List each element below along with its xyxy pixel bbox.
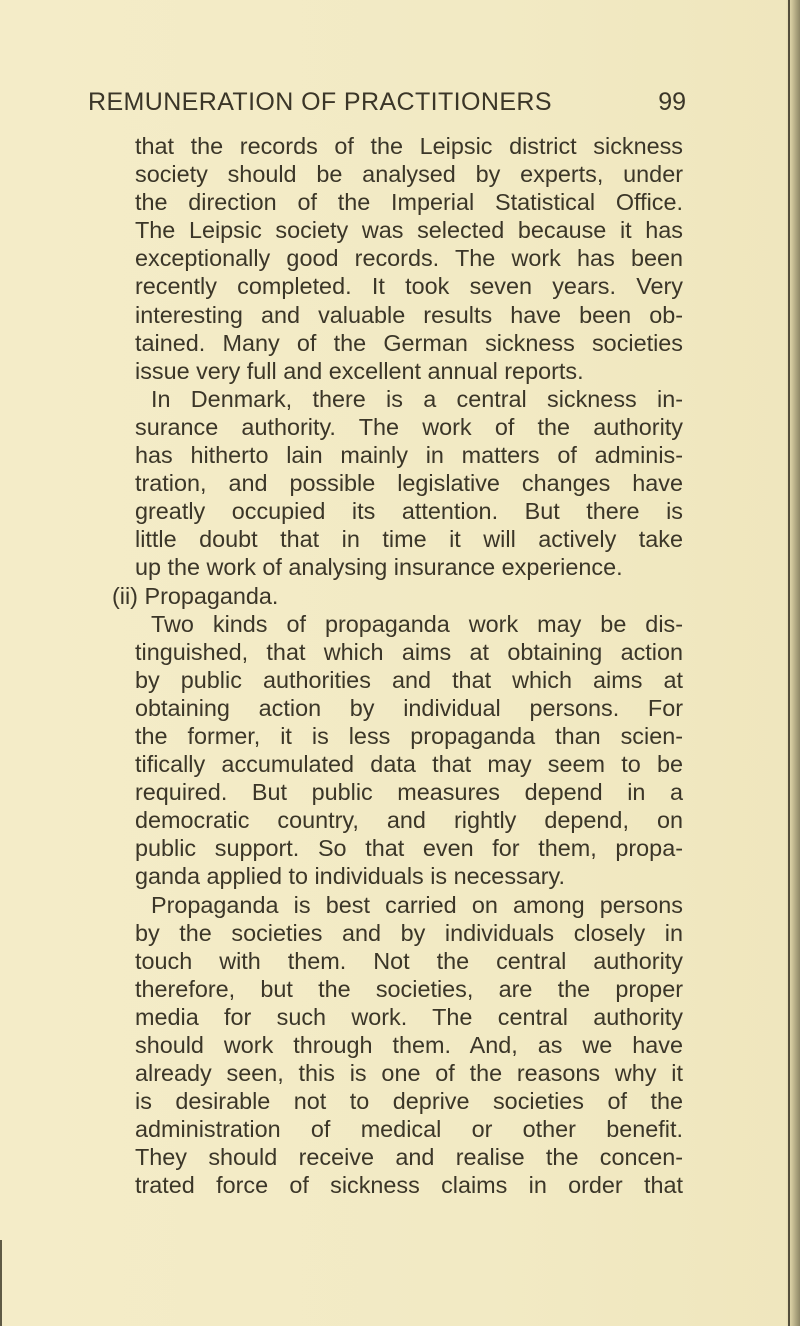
text-line: interesting and valuable results have been ob- [135,301,683,328]
page-edge-line [788,0,790,1326]
text-line: has hitherto lain mainly in matters of adminis- [135,442,683,469]
text-line: Propaganda is best carried on among persons [151,891,683,918]
text-line: therefore, but the societies, are the proper [135,975,683,1002]
running-title: REMUNERATION OF PRACTITIONERS [88,88,552,116]
text-line: tifically accumulated data that may seem to be [135,751,683,778]
text-line: is desirable not to deprive societies of the [135,1088,683,1115]
section-heading: (ii) Propaganda. [112,582,279,609]
text-line: the former, it is less propaganda than scien- [135,722,683,749]
text-line: by the societies and by individuals closely in [135,919,683,946]
text-line: should work through them. And, as we have [135,1032,683,1058]
text-line: issue very full and excellent annual reports. [135,357,584,384]
page-number: 99 [658,88,686,116]
text-line: recently completed. It took seven years. Very [135,273,683,300]
text-line: In Denmark, there is a central sickness in- [151,385,683,412]
text-line: by public authorities and that which aims at [135,666,683,693]
text-line: tained. Many of the German sickness societies [135,329,683,356]
text-line: democratic country, and rightly depend, on [135,807,683,834]
text-line: the direction of the Imperial Statistical Office. [135,189,683,216]
gutter-mark [0,1240,2,1326]
text-line: media for such work. The central authority [135,1003,683,1030]
text-line: public support. So that even for them, propa- [135,835,683,862]
text-line: required. But public measures depend in a [135,779,683,806]
text-line: administration of medical or other benefit. [135,1116,683,1143]
text-line: obtaining action by individual persons. For [135,694,683,721]
text-line: trated force of sickness claims in order that [135,1172,683,1199]
text-line: that the records of the Leipsic district sickness [135,133,683,159]
text-line: surance authority. The work of the authority [135,413,683,440]
text-line: exceptionally good records. The work has been [135,245,683,272]
text-line: tration, and possible legislative changes have [135,470,683,497]
text-line: The Leipsic society was selected because it has [135,217,683,244]
text-line: Two kinds of propaganda work may be dis- [151,610,683,637]
body-text [112,132,683,1200]
text-line: little doubt that in time it will actively take [135,526,683,553]
text-line: tinguished, that which aims at obtaining action [135,638,683,665]
text-line: already seen, this is one of the reasons why it [135,1060,683,1087]
text-line: touch with them. Not the central authority [135,947,683,974]
text-line: ganda applied to individuals is necessary. [135,863,565,890]
running-head [88,84,688,124]
text-line: They should receive and realise the concen- [135,1144,683,1171]
text-line: greatly occupied its attention. But there is [135,498,683,525]
text-line: up the work of analysing insurance experience. [135,554,623,581]
text-line: society should be analysed by experts, under [135,161,683,188]
